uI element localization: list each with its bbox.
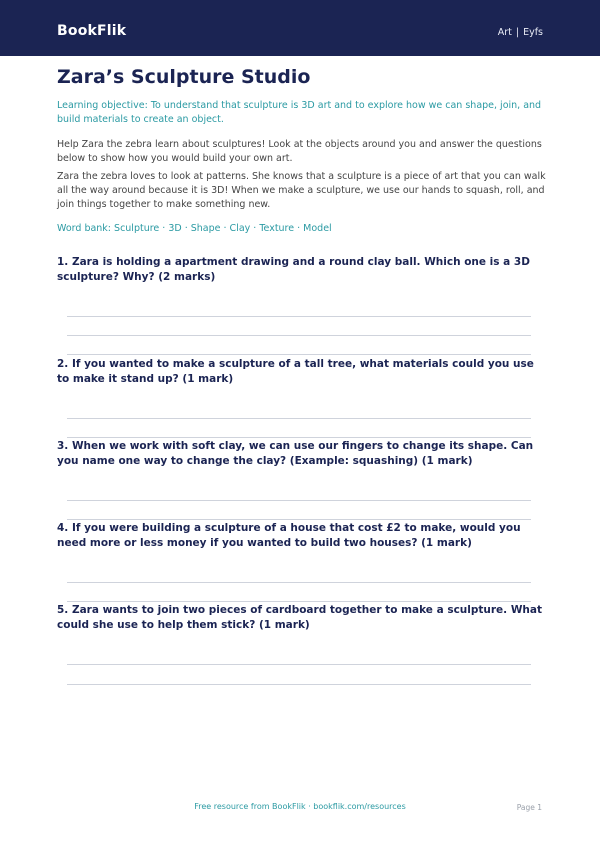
question-3: 3. When we work with soft clay, we can use our fingers to change its shape. Can you name one way to change the clay? (Example: squashing) (1 mark) [57,440,534,467]
answer-line[interactable] [67,601,531,602]
answer-line[interactable] [67,519,531,520]
brand-logo-text[interactable]: BookFlik [57,23,127,39]
page-number: Page 1 [516,803,542,812]
word-bank: Word bank: Sculpture · 3D · Shape · Clay · Texture · Model [57,223,332,234]
answer-line[interactable] [67,316,531,317]
worksheet-title: Zara’s Sculpture Studio [57,66,311,88]
question-4: 4. If you were building a sculpture of a house that cost £2 to make, would you need more or less money if you wanted to build two houses? (1 mark) [57,522,521,549]
learning-objective: Learning objective: To understand that sculpture is 3D art and to explore how we can shape, join, and build materials to create an object. [57,100,542,125]
answer-line[interactable] [67,582,531,583]
subject-separator: | [515,27,520,38]
subject-label: Art [497,27,512,38]
answer-line[interactable] [67,354,531,355]
answer-line[interactable] [67,437,531,438]
question-5: 5. Zara wants to join two pieces of cardboard together to make a sculpture. What could she use to help them stick? (1 mark) [57,604,542,631]
footer-credit[interactable]: Free resource from BookFlik · bookflik.com/resources [194,802,406,811]
answer-line[interactable] [67,418,531,419]
intro-paragraph: Help Zara the zebra learn about sculptures! Look at the objects around you and answer the questions below to show how you would build your own art. [57,139,542,164]
answer-line[interactable] [67,664,531,665]
answer-line[interactable] [67,500,531,501]
header-bar [0,0,600,56]
question-2: 2. If you wanted to make a sculpture of a tall tree, what materials could you use to make it stand up? (1 mark) [57,358,534,385]
answer-line[interactable] [67,684,531,685]
level-label: Eyfs [523,27,543,38]
subject-level-label [498,27,543,38]
question-1: 1. Zara is holding a apartment drawing and a round clay ball. Which one is a 3D sculpture? Why? (2 marks) [57,256,530,283]
answer-line[interactable] [67,335,531,336]
story-paragraph: Zara the zebra loves to look at patterns. She knows that a sculpture is a piece of art that you can walk all the way around because it is 3D! When we make a sculpture, we use our hands to squash, roll, and join things together to make something new. [57,171,546,210]
